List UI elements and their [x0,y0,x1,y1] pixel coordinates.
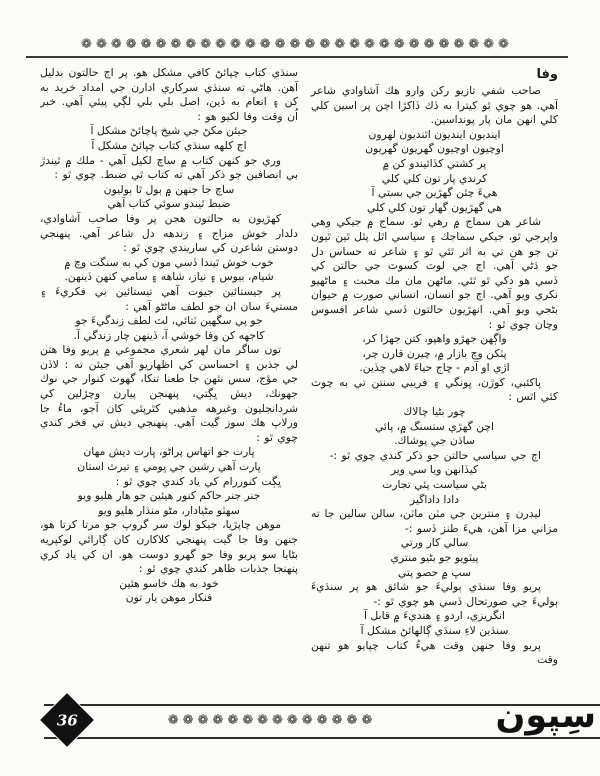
verse-line: اينديون اينديون اٿنديون لهرون [368,127,501,141]
prose-paragraph: شاعر هن سماج ۾ رهي ٿو. سماج ۾ جيكي وهي واپرجي ٿو، جيكي سماجك ۽ سياسي اٿل پٿل ٿين ٿيون تن جو هن تي به اثر ٿئي ٿو ۽ شاعر ته حساس دل جو ڌڻي آهي. اڄ جي لوٽ كسوٽ جي حالتن كي ڏسي هو دكي ٿو ٿئي. ماڻهن مان مك محبت ۽ ماڻهپو نكري ويو آهي. اڄ جو انسان، انساني صورت ۾ حيوان بڻجي ويو آهي. انهڙيون حالتون ڏسي شاعر افسوس وچان چوي ٿو : [311,215,558,331]
verse-line: سهٽو مڻيادار، مڻو منڌار هليو ويو [98,503,240,517]
prose-paragraph: اڄ جي سياسي حالتن جو ذكر كندي چوي ٿو :- [329,448,541,462]
verse-line: جنر جنر حاكم كنور هيئين جو هار هليو ويو [77,489,261,503]
verse-block [317,463,552,507]
verse-block [46,314,292,343]
verse-line: خوب خوش ٿيندا ڏسي مون كي به سنگت وچ ۾ [64,255,274,269]
prose-paragraph: پريو وفا سنڌي ٻوليءَ جو شائق هو پر سنڌيءَ ٻوليءَ جي صورتحال ڏسي هو چوي ٿو :- [311,580,558,608]
verse-line: جيئن مكڻ جي شيخ پاچائڻ مشكل آ [90,124,248,138]
verse-line: شيام، بيوس ۽ نياز، شاهه ۽ سامي كنهن ڏينهن. [64,270,274,284]
verse-line: اوچيون اوچيون گهريون گهريون [365,142,504,156]
prose-paragraph: ڀڳت كنوررام كي ياد كندي چوي ٿو : [115,474,281,488]
verse-line: ساڌن جي پوشاك. [394,434,475,448]
verse-line: ضبط ٿيندو سوئي كتاب آهي [107,197,231,211]
verse-line: پيٽويو جو بڻيو منتري [390,551,479,564]
right-column-blocks [311,84,558,668]
verse-block [317,128,552,216]
prose-paragraph: سنڌي كتاب چپائڻ كافي مشكل هو. پر اڄ حالتون بدليل آهن. هاڻي ته سنڌي سركاري ادارن جي امداد خريد به كن ۽ انعام به ڏين، اصل بلي بلي لڳي پيئي آهي. خبر اُن وقت وفا لكيو هو : [40,66,298,123]
verse-line: هي گهڙيون گهار تون كلي كلي [367,200,502,214]
verse-line: جو پي سگهين ٽتائي، لٽ لطف زندگيءَ جو [75,314,263,328]
verse-line: خود به هك خاسو هئين [119,576,219,590]
prose-paragraph: پاكئبي، كوڙن، ڀونگي ۽ فريبي سنتن تي به چوٽ كئي اٿس : [311,375,558,404]
verse-line: بڻي سياست پئي تجارت [382,478,487,492]
prose-paragraph: وري جو كنهن كتاب ۾ ساچ لكيل آهي - ملك ۾ ٿيندڙ بي انصافين جو ذكر آهي ته كتاب ٿي ضبط. چوي ٿو : [40,153,298,182]
verse-block [46,577,292,606]
magazine-logo: سِپون [495,696,596,736]
verse-line: ساچ جا جنهن ۾ ٻول ٿا ٻوليون [103,182,235,196]
prose-paragraph: تون ساگر مان لهر شعري مجموعي ۾ پريو وفا هتن لي جذبن ۽ احساسن كي اظهاريو آهي جيئن ته : لاڏن جي مؤج، سس نئهن جا طعنا تنكا، گهوٽ كنوار جي نوك جهونك، ديش ڀڳتي، پنهنجن پيارن وچڙلين كي شردانجليون وغيرهه مذهبي كٿرپٿي كان آجو، ماءُ جا ورلاپ هك سوز گيت آهي. پنهنجي ديش تي فخر كندي چوي ٿو : [40,343,298,444]
verse-line: سڀ ۾ حصو پتي [397,565,472,579]
verse-line: واڳهن جهڙو واهپو، كتن جهڙا كر، [362,332,507,346]
verse-line: پٽكن وچ بازار ۾، چيرن قارن چر، [362,346,507,360]
verse-line: اڄ كلهه سنڌي كتاب چپائڻ مشكل آ [91,138,247,152]
verse-block [46,445,292,474]
prose-paragraph: پر جيستائين جيوت آهي تيستائين بي فكريءَ ۽ مستيءَ سان ان جو لطف ماڻڻو آهي : [40,284,298,313]
prose-paragraph: پريو وفا جنهن وقت هيءُ كتاب چپايو هو تنهن وقت [311,638,558,667]
prose-paragraph: صاحب شفي تازيو ركن وارو هك آشاوادي شاعر آهي. هو چوي ٿو كيترا به ڏك ڏاكڙا اچن پر اسين كلي كلي انهن مان پار پونداسين. [311,84,558,127]
verse-line: انگريزي، اردو ۽ هنديءَ ۾ قابل آ [363,609,506,623]
verse-line: اڙي او آدم - ڇاج حياءَ لاهي ڇڏين. [359,361,510,375]
left-column-blocks [40,66,298,606]
article-title: وفا [536,67,558,82]
verse-line: كاجهه كن وفا خوشي آ، ڏينهن چار زندگي آ. [73,328,265,342]
verse-line: دادا داداگير [409,492,460,506]
verse-line: فنكار موهن يار تون [125,591,213,605]
verse-line: پر كشتي كڏائيندو كن ۾ [382,156,487,170]
verse-line: كرندي پار تون كلي كلي [381,171,488,185]
verse-line: ڀارت آهي رشين جي ڀومي ۽ تيرٿ استان [77,460,261,474]
verse-line: اچن گهڙي ستسنگ ۾، پائي [374,419,495,433]
page-number: 36 [56,711,78,729]
verse-line: سنڌين لاءِ سنڌي ڳالهائڻ مشكل آ [360,623,509,637]
verse-line: چور بڻيا چالاك [403,405,466,419]
verse-block [46,256,292,285]
left-column [40,66,298,694]
verse-block [317,405,552,449]
verse-line: ڀارت جو اتهاس پراڻو، ڀارت ديش مهان [83,445,255,459]
flower-ornament-row-icon: ❁❁❁❁❁❁❁❁❁❁❁❁❁❁ [167,713,377,728]
right-column [311,66,558,694]
verse-block [317,536,552,580]
prose-paragraph: ليڊرن ۽ منترين جي مٽن ماٽن، سالن سالين جا ته مزاني مزا آهن، هيءَ طنز ڏسو :- [311,507,558,535]
verse-line: هيءَ چئن گهڙين جي بستي آ [371,186,498,200]
verse-line: كيڏانهن ويا سي وير [390,463,479,477]
text-columns [40,66,558,694]
prose-paragraph: كهڙيون به حالتون هجن پر وفا صاحب آشاوادي، دلدار خوش مزاج ۽ زندهه دل شاعر آهي. پنهنجي دوستن شاعرن كي ساريندي چوي ٿو : [40,211,298,255]
verse-block [46,489,292,518]
flower-ornament-row-icon: ❁❁❁❁❁❁❁❁❁❁❁❁❁❁❁❁❁❁❁❁❁❁❁❁❁❁❁❁❁ [81,37,513,52]
verse-block [317,332,552,376]
verse-block [46,124,292,153]
verse-block [46,183,292,212]
verse-line: سالي كار ورتي [400,536,469,550]
verse-block [317,609,552,638]
bottom-border [0,698,600,744]
prose-paragraph: موهن چاپڙيا، جيكو لوك سر گروپ جو مرتا كرتا هو، جنهن وفا جا گيت پنهنجي كلاكارن كان ڳارائي لوكپريه بڻايا سو پريو وفا جو گهرو دوست هو. ان كي ياد كري پنهنجا جذبات ظاهر كندي چوي ٿو : [40,518,298,576]
top-ornament-border [26,37,568,58]
